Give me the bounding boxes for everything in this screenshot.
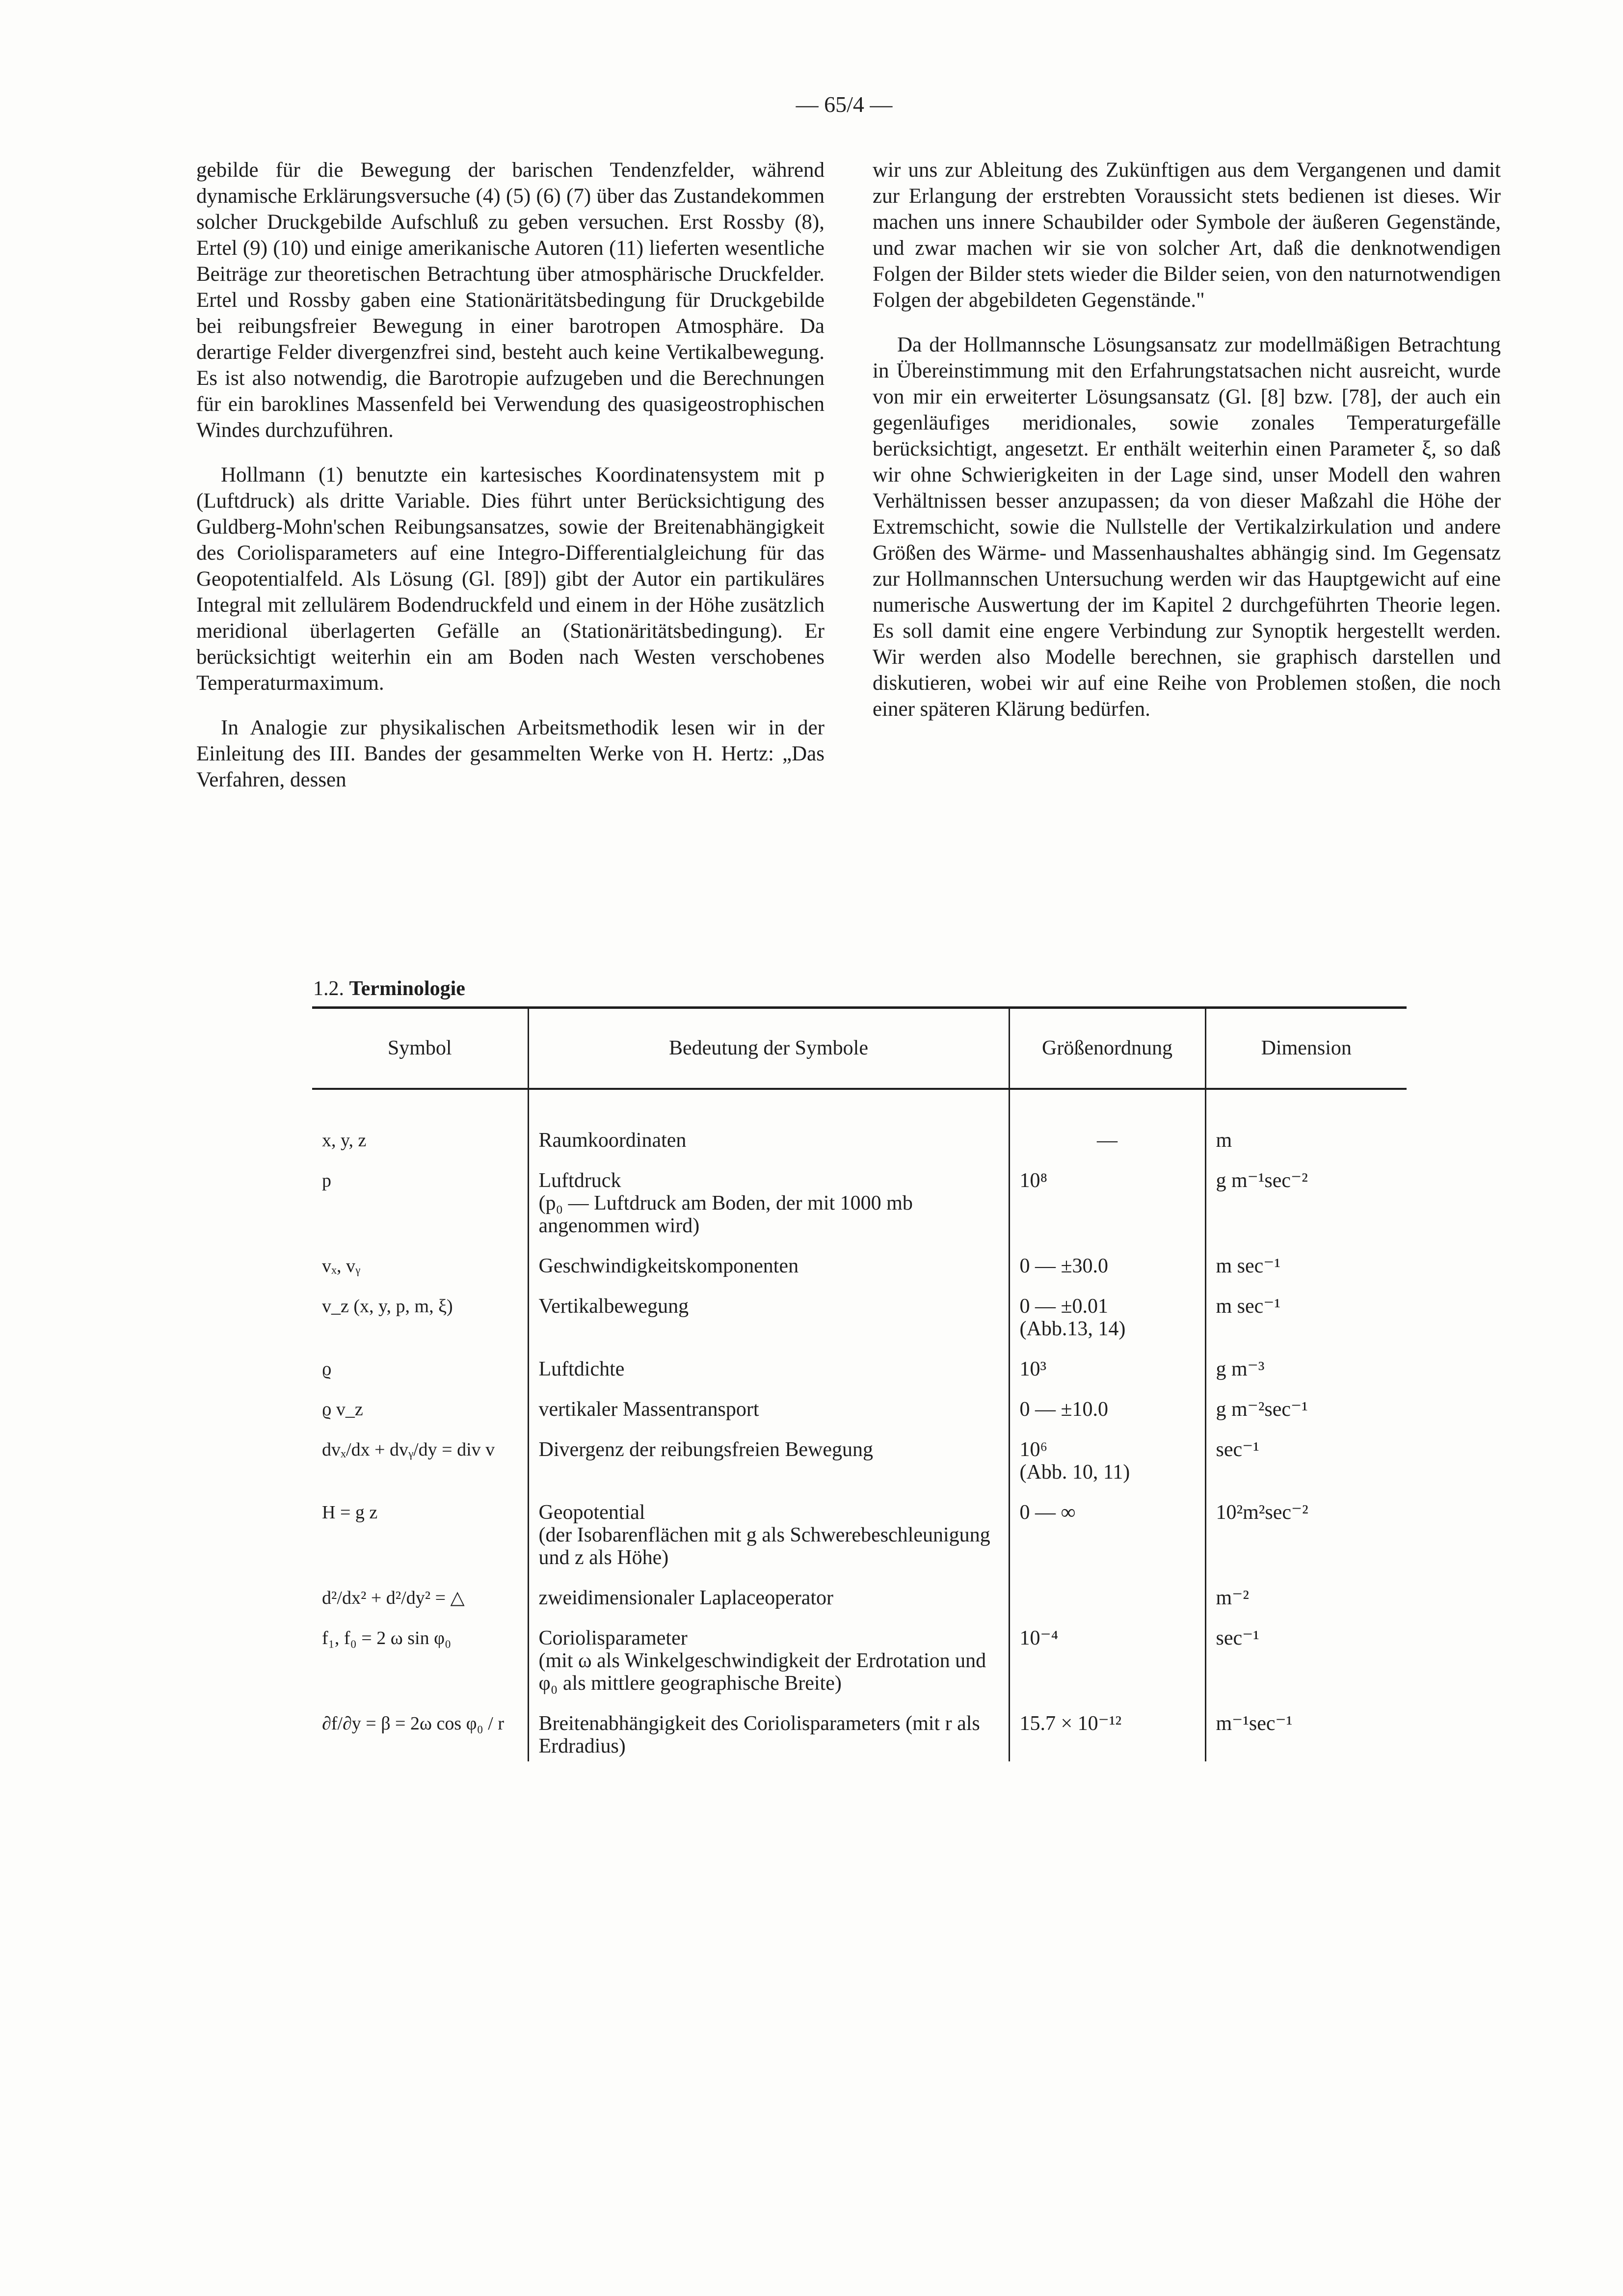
meaning-note: (der Isobarenflächen mit g als Schwerebeschleunigung und z als Höhe) xyxy=(538,1523,990,1569)
dimension-cell: g m⁻¹sec⁻² xyxy=(1205,1165,1407,1241)
magnitude-cell: 15.7 × 10⁻¹² xyxy=(1009,1708,1205,1761)
section-title: Terminologie xyxy=(349,977,465,1000)
meaning-cell: Vertikalbewegung xyxy=(528,1291,1009,1344)
column-header: Bedeutung der Symbole xyxy=(528,1008,1009,1089)
table-row xyxy=(312,1251,1407,1281)
right-column xyxy=(873,157,1501,741)
symbol-cell: d²/dx² + d²/dy² = △ xyxy=(322,1587,465,1608)
symbol-cell: dvₓ/dx + dvᵧ/dy = div v xyxy=(322,1439,495,1460)
magnitude-cell: 0 — ±30.0 xyxy=(1009,1251,1205,1281)
left-column xyxy=(196,157,825,811)
section-number: 1.2. xyxy=(313,977,344,1000)
meaning-cell: vertikaler Massentransport xyxy=(528,1394,1009,1425)
symbol-cell: v_z (x, y, p, m, ξ) xyxy=(322,1296,453,1317)
paragraph: Hollmann (1) benutzte ein kartesisches Koordinatensystem mit p (Luftdruck) als dritte Variable. Dies führt unter Berücksichtigung des Guldberg-Mohn'schen Reibungsansatzes, sowie der Breitenabhängigkeit des Coriolisparameters auf eine Integro-Differentialgleichung für das Geopotentialfeld. Als Lösung (Gl. [89]) gibt der Autor ein partikuläres Integral mit zellulärem Bodendruckfeld und einem in der Höhe zusätzlich meridional überlagerten Gefälle an (Stationäritätsbedingung). Er berücksichtigt weiterhin ein am Boden nach Westen verschobenes Temperaturmaximum. xyxy=(196,463,825,695)
magnitude-text: 10⁶ xyxy=(1019,1438,1048,1461)
magnitude-note: (Abb. 10, 11) xyxy=(1019,1460,1130,1484)
meaning-cell xyxy=(528,1497,1009,1573)
meaning-text: Luftdruck xyxy=(538,1169,621,1192)
table-header-row xyxy=(312,1008,1407,1089)
symbol-cell: f₁, f₀ = 2 ω sin φ₀ xyxy=(322,1627,452,1648)
dimension-cell: g m⁻²sec⁻¹ xyxy=(1205,1394,1407,1425)
meaning-cell: Breitenabhängigkeit des Coriolisparameters (mit r als Erdradius) xyxy=(528,1708,1009,1761)
dimension-cell: sec⁻¹ xyxy=(1205,1434,1407,1487)
page-number: — 65/4 — xyxy=(796,92,893,117)
meaning-cell xyxy=(528,1623,1009,1699)
dimension-cell: 10²m²sec⁻² xyxy=(1205,1497,1407,1573)
table-row xyxy=(312,1354,1407,1384)
symbol-cell: ϱ v_z xyxy=(322,1399,363,1420)
dimension-cell: sec⁻¹ xyxy=(1205,1623,1407,1699)
magnitude-cell: 10⁻⁴ xyxy=(1009,1623,1205,1699)
meaning-cell xyxy=(528,1165,1009,1241)
paragraph: wir uns zur Ableitung des Zukünftigen aus dem Vergangenen und damit zur Erlangung der erstrebten Voraussicht stets bedienen ist dieses. Wir machen uns innere Schaubilder oder Symbole der äußeren Gegenstände, und zwar machen wir sie von solcher Art, daß die denknotwendigen Folgen der Bilder stets wieder die Bilder seien, von den naturnotwendigen Folgen der abgebildeten Gegenstände." xyxy=(873,159,1501,312)
magnitude-cell xyxy=(1009,1583,1205,1613)
meaning-text: Coriolisparameter xyxy=(538,1626,688,1649)
symbol-cell: x, y, z xyxy=(322,1130,367,1151)
terminology-table xyxy=(312,1006,1407,1761)
meaning-note: (mit ω als Winkelgeschwindigkeit der Erdrotation und φ₀ als mittlere geographische Breite) xyxy=(538,1649,986,1695)
column-header: Größenordnung xyxy=(1009,1008,1205,1089)
magnitude-cell: 10³ xyxy=(1009,1354,1205,1384)
meaning-cell: Raumkoordinaten xyxy=(528,1089,1009,1156)
table-row xyxy=(312,1497,1407,1573)
dimension-cell: m⁻² xyxy=(1205,1583,1407,1613)
magnitude-note: (Abb.13, 14) xyxy=(1019,1317,1126,1340)
dimension-cell: g m⁻³ xyxy=(1205,1354,1407,1384)
magnitude-cell: 0 — ∞ xyxy=(1009,1497,1205,1573)
paragraph: gebilde für die Bewegung der barischen Tendenzfelder, während dynamische Erklärungsversuche (4) (5) (6) (7) über das Zustandekommen solcher Druckgebilde Aufschluß zu geben versuchen. Erst Rossby (8), Ertel (9) (10) und einige amerikanische Autoren (11) lieferten wesentliche Beiträge zur theoretischen Betrachtung über atmosphärische Druckfelder. Ertel und Rossby gaben eine Stationäritätsbedingung für Druckgebilde bei reibungsfreier Bewegung in einer barotropen Atmosphäre. Da derartige Felder divergenzfrei sind, besteht auch keine Vertikalbewegung. Es ist also notwendig, die Barotropie aufzugeben und die Berechnungen für ein baroklines Massenfeld bei Verwendung des quasigeostrophischen Windes durchzuführen. xyxy=(196,159,825,442)
symbol-cell: vₓ, vᵧ xyxy=(322,1255,361,1276)
table-row xyxy=(312,1291,1407,1344)
magnitude-cell: — xyxy=(1009,1089,1205,1156)
column-header: Symbol xyxy=(312,1008,528,1089)
dimension-cell: m sec⁻¹ xyxy=(1205,1291,1407,1344)
magnitude-cell: 0 — ±10.0 xyxy=(1009,1394,1205,1425)
meaning-cell: Luftdichte xyxy=(528,1354,1009,1384)
paragraph: In Analogie zur physikalischen Arbeitsmethodik lesen wir in der Einleitung des III. Bandes der gesammelten Werke von H. Hertz: „Das Verfahren, dessen xyxy=(196,716,825,791)
symbol-cell: ϱ xyxy=(322,1358,332,1379)
magnitude-text: 0 — ±0.01 xyxy=(1019,1295,1109,1318)
table-row xyxy=(312,1434,1407,1487)
table-row xyxy=(312,1089,1407,1156)
section-heading xyxy=(313,977,465,1000)
magnitude-cell xyxy=(1009,1434,1205,1487)
magnitude-cell xyxy=(1009,1291,1205,1344)
column-header: Dimension xyxy=(1205,1008,1407,1089)
dimension-cell: m⁻¹sec⁻¹ xyxy=(1205,1708,1407,1761)
table-row xyxy=(312,1165,1407,1241)
meaning-cell: Geschwindigkeitskomponenten xyxy=(528,1251,1009,1281)
symbol-cell: H = g z xyxy=(322,1502,378,1523)
table-row xyxy=(312,1708,1407,1761)
meaning-cell: zweidimensionaler Laplaceoperator xyxy=(528,1583,1009,1613)
paragraph: Da der Hollmannsche Lösungsansatz zur modellmäßigen Betrachtung in Übereinstimmung mit den Erfahrungstatsachen nicht ausreicht, wurde von mir ein erweiterter Lösungsansatz (Gl. [8] bzw. [78], der auch ein gegenläufiges meridionales, sowie zonales Temperaturgefälle berücksichtigt, angesetzt. Er enthält weiterhin einen Parameter ξ, so daß wir ohne Schwierigkeiten in der Lage sind, unser Modell den wahren Verhältnissen besser anzupassen; da von dieser Maßzahl die Höhe der Extremschicht, sowie die Nullstelle der Vertikalzirkulation und andere Größen des Wärme- und Massenhaushaltes abhängig sind. Im Gegensatz zur Hollmannschen Untersuchung werden wir das Hauptgewicht auf eine numerische Auswertung der im Kapitel 2 durchgeführten Theorie legen. Es soll damit eine engere Verbindung zur Synoptik hergestellt werden. Wir werden also Modelle berechnen, sie graphisch darstellen und diskutieren, wobei wir auf eine Reihe von Problemen stoßen, die noch einer späteren Klärung bedürfen. xyxy=(873,333,1501,721)
meaning-note: (p₀ — Luftdruck am Boden, der mit 1000 mb angenommen wird) xyxy=(538,1191,913,1237)
meaning-text: Geopotential xyxy=(538,1501,645,1524)
table-row xyxy=(312,1394,1407,1425)
table-row xyxy=(312,1583,1407,1613)
symbol-cell: ∂f/∂y = β = 2ω cos φ₀ / r xyxy=(322,1713,505,1734)
symbol-cell: p xyxy=(322,1170,331,1191)
meaning-cell: Divergenz der reibungsfreien Bewegung xyxy=(528,1434,1009,1487)
table-row xyxy=(312,1623,1407,1699)
dimension-cell: m sec⁻¹ xyxy=(1205,1251,1407,1281)
dimension-cell: m xyxy=(1205,1089,1407,1156)
magnitude-cell: 10⁸ xyxy=(1009,1165,1205,1241)
